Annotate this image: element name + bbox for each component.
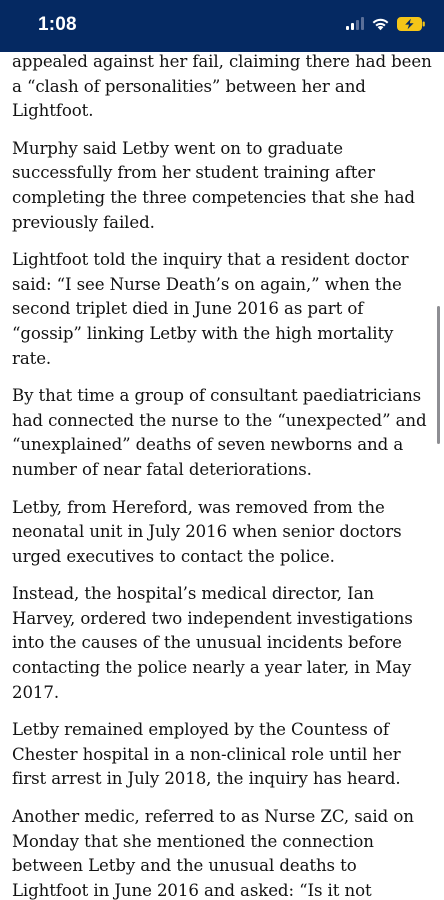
scrollbar-thumb[interactable] [437, 306, 440, 444]
wifi-icon [371, 16, 390, 30]
article-paragraph: Letby, from Hereford, was removed from the neonatal unit in July 2016 when senior doctors urged executives to contact the police. [12, 497, 402, 566]
article-paragraph: By that time a group of consultant paediatricians had connected the nurse to the “unexpected” and “unexplained” deaths of seven newborns and a number of near fatal deteriorations. [12, 386, 427, 479]
article-paragraph: Letby remained employed by the Countess of Chester hospital in a non-clinical role until her first arrest in July 2018, the inquiry has heard. [12, 720, 401, 789]
article-paragraph: Instead, the hospital’s medical director, Ian Harvey, ordered two independent investigations into the causes of the unusual incidents before contacting the police nearly a year later, in May 2017. [12, 584, 413, 702]
article-paragraph: Lightfoot told the inquiry that a resident doctor said: “I see Nurse Death’s on again,” when the second triplet died in June 2016 as part of “gossip” linking Letby with the high mortality rate. [12, 250, 409, 368]
article-paragraph: Another medic, referred to as Nurse ZC, said on Monday that she mentioned the connection between Letby and the unusual deaths to Lightfoot in June 2016 and asked: “Is it not [12, 807, 414, 900]
status-time: 1:08 [38, 14, 77, 35]
battery-charging-icon [397, 16, 426, 30]
signal-icon [346, 17, 364, 30]
article-text [0, 50, 444, 900]
status-bar [0, 0, 444, 52]
status-icons [346, 16, 426, 30]
article-body[interactable] [0, 50, 444, 900]
article-paragraph: appealed against her fail, claiming there had been a “clash of personalities” between her and Lightfoot. [12, 52, 432, 121]
article-paragraph: Murphy said Letby went on to graduate successfully from her student training after completing the three competencies that she had previously failed. [12, 138, 415, 232]
